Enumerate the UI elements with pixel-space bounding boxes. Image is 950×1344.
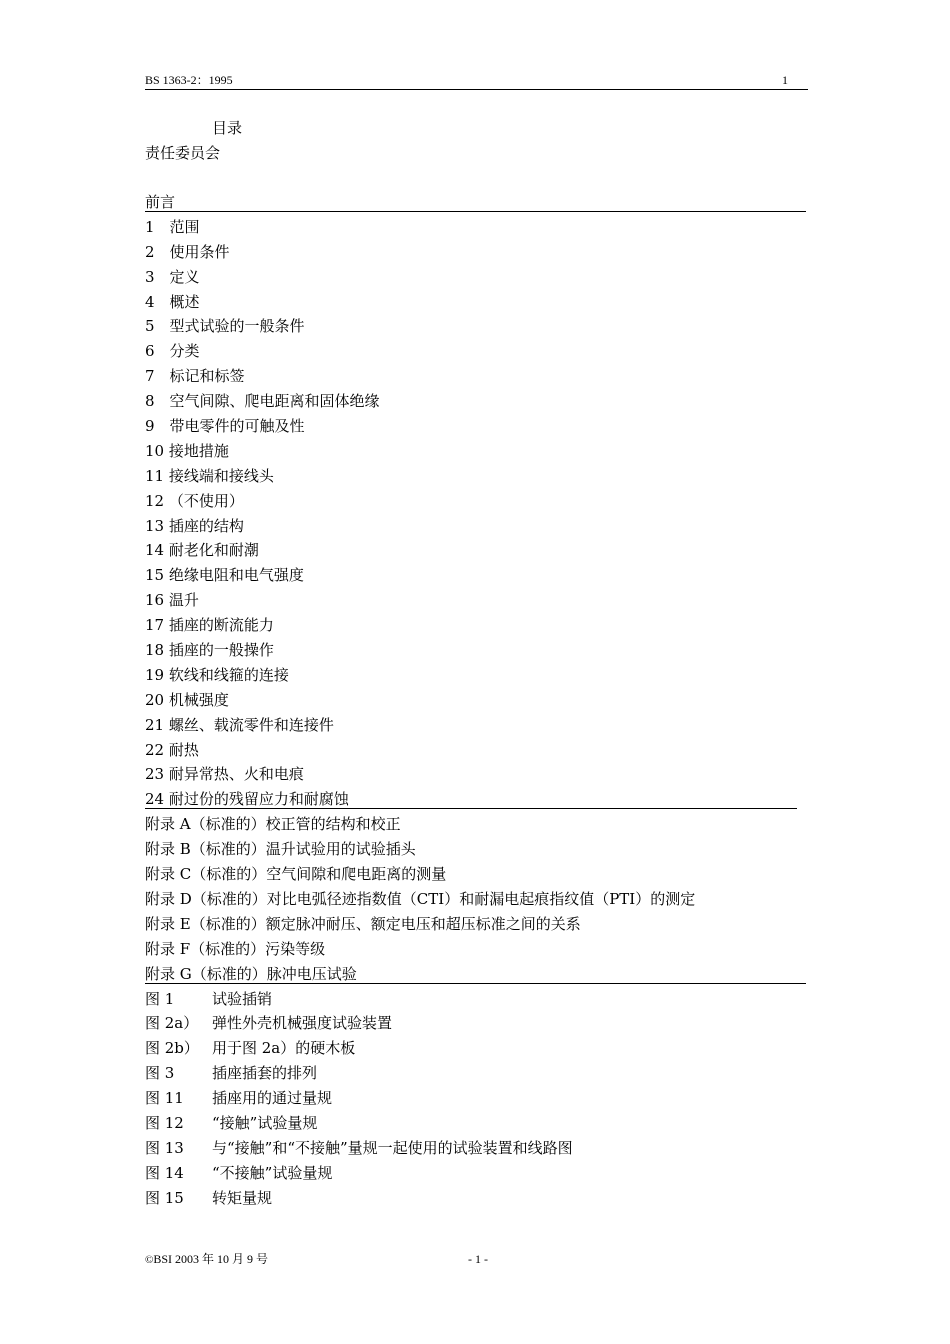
clause-entry[interactable]: 11 接线端和接线头 [145, 466, 274, 485]
figure-number: 图 3 [145, 1064, 175, 1083]
annex-entry[interactable]: 附录 C（标准的）空气间隙和爬电距离的测量 [145, 865, 447, 884]
clause-entry[interactable]: 2 使用条件 [145, 242, 230, 261]
figure-number: 图 14 [145, 1163, 184, 1182]
figure-entry[interactable] [145, 1086, 807, 1111]
figure-number: 图 12 [145, 1113, 184, 1132]
figure-entry[interactable] [145, 987, 807, 1012]
clause-list [145, 215, 807, 812]
header-page-number: 1 [782, 73, 788, 87]
figure-title: 插座用的通过量规 [212, 1089, 333, 1108]
figure-entry[interactable] [145, 1011, 807, 1036]
toc-title: 目录 [212, 119, 243, 137]
clause-entry[interactable]: 6 分类 [145, 342, 200, 361]
figure-number: 图 2a） [145, 1014, 199, 1033]
figure-entry[interactable] [145, 1161, 807, 1186]
clause-entry[interactable]: 21 螺丝、载流零件和连接件 [145, 715, 334, 734]
copyright-text: BSI 2003 年 10 月 9 号 [153, 1252, 269, 1266]
figure-number: 图 13 [145, 1138, 184, 1157]
clause-entry[interactable]: 3 定义 [145, 267, 200, 286]
clause-entry[interactable]: 18 插座的一般操作 [145, 641, 274, 660]
figure-entry[interactable] [145, 1111, 807, 1136]
figure-entry[interactable] [145, 1186, 807, 1211]
footer-page-number: - 1 - [468, 1252, 488, 1266]
annex-entry[interactable]: 附录 D（标准的）对比电弧径迹指数值（CTI）和耐漏电起痕指纹值（PTI）的测定 [145, 889, 696, 908]
clause-entry[interactable]: 20 机械强度 [145, 690, 229, 709]
clause-entry[interactable]: 4 概述 [145, 292, 200, 311]
figure-title: “接触”试验量规 [212, 1113, 318, 1132]
annex-entry[interactable]: 附录 A（标准的）校正管的结构和校正 [145, 815, 401, 834]
figure-title: 与“接触”和“不接触”量规一起使用的试验装置和线路图 [212, 1138, 573, 1157]
figure-entry[interactable] [145, 1061, 807, 1086]
figure-entry[interactable] [145, 1036, 807, 1061]
table-of-contents [145, 190, 807, 1211]
figure-title: 插座插套的排列 [212, 1064, 318, 1083]
copyright-icon: © [145, 1254, 154, 1266]
figure-title: 用于图 2a）的硬木板 [212, 1039, 356, 1058]
clause-entry[interactable]: 13 插座的结构 [145, 516, 244, 535]
clause-entry[interactable]: 12 （不使用） [145, 491, 244, 510]
committee-entry[interactable]: 责任委员会 [145, 144, 221, 162]
clause-entry[interactable]: 16 温升 [145, 591, 199, 610]
clause-entry[interactable]: 7 标记和标签 [145, 367, 245, 386]
clause-entry[interactable]: 23 耐异常热、火和电痕 [145, 765, 304, 784]
figure-entry[interactable] [145, 1136, 807, 1161]
annex-entry[interactable]: 附录 E（标准的）额定脉冲耐压、额定电压和超压标准之间的关系 [145, 914, 581, 933]
running-header [145, 72, 808, 90]
figure-number: 图 15 [145, 1188, 184, 1207]
footer-copyright [145, 1251, 268, 1268]
annex-entry[interactable]: 附录 F（标准的）污染等级 [145, 939, 326, 958]
clause-entry[interactable]: 1 范围 [145, 217, 200, 236]
figure-number: 图 11 [145, 1089, 184, 1108]
figure-number: 图 1 [145, 989, 175, 1008]
clause-entry[interactable]: 8 空气间隙、爬电距离和固体绝缘 [145, 392, 380, 411]
clause-entry[interactable]: 19 软线和线箍的连接 [145, 665, 289, 684]
clause-entry[interactable]: 5 型式试验的一般条件 [145, 317, 305, 336]
clause-entry[interactable]: 10 接地措施 [145, 441, 229, 460]
clause-entry[interactable]: 17 插座的断流能力 [145, 616, 274, 635]
figure-number: 图 2b） [145, 1039, 199, 1058]
clause-entry[interactable]: 22 耐热 [145, 740, 199, 759]
figure-title: 转矩量规 [212, 1188, 273, 1207]
standard-number: BS 1363-2：1995 [145, 73, 233, 87]
figure-title: 试验插销 [212, 989, 273, 1008]
figure-list [145, 987, 807, 1211]
figure-title: 弹性外壳机械强度试验装置 [212, 1014, 393, 1033]
clause-entry[interactable]: 14 耐老化和耐潮 [145, 541, 259, 560]
clause-entry[interactable]: 24 耐过份的残留应力和耐腐蚀 [145, 787, 807, 812]
annex-entry[interactable]: 附录 G（标准的）脉冲电压试验 [145, 962, 807, 987]
annex-list [145, 812, 807, 986]
annex-entry[interactable]: 附录 B（标准的）温升试验用的试验插头 [145, 840, 416, 859]
clause-entry[interactable]: 9 带电零件的可触及性 [145, 417, 305, 436]
figure-title: “不接触”试验量规 [212, 1163, 333, 1182]
clause-entry[interactable]: 15 绝缘电阻和电气强度 [145, 566, 304, 585]
foreword-entry[interactable]: 前言 [145, 190, 807, 215]
